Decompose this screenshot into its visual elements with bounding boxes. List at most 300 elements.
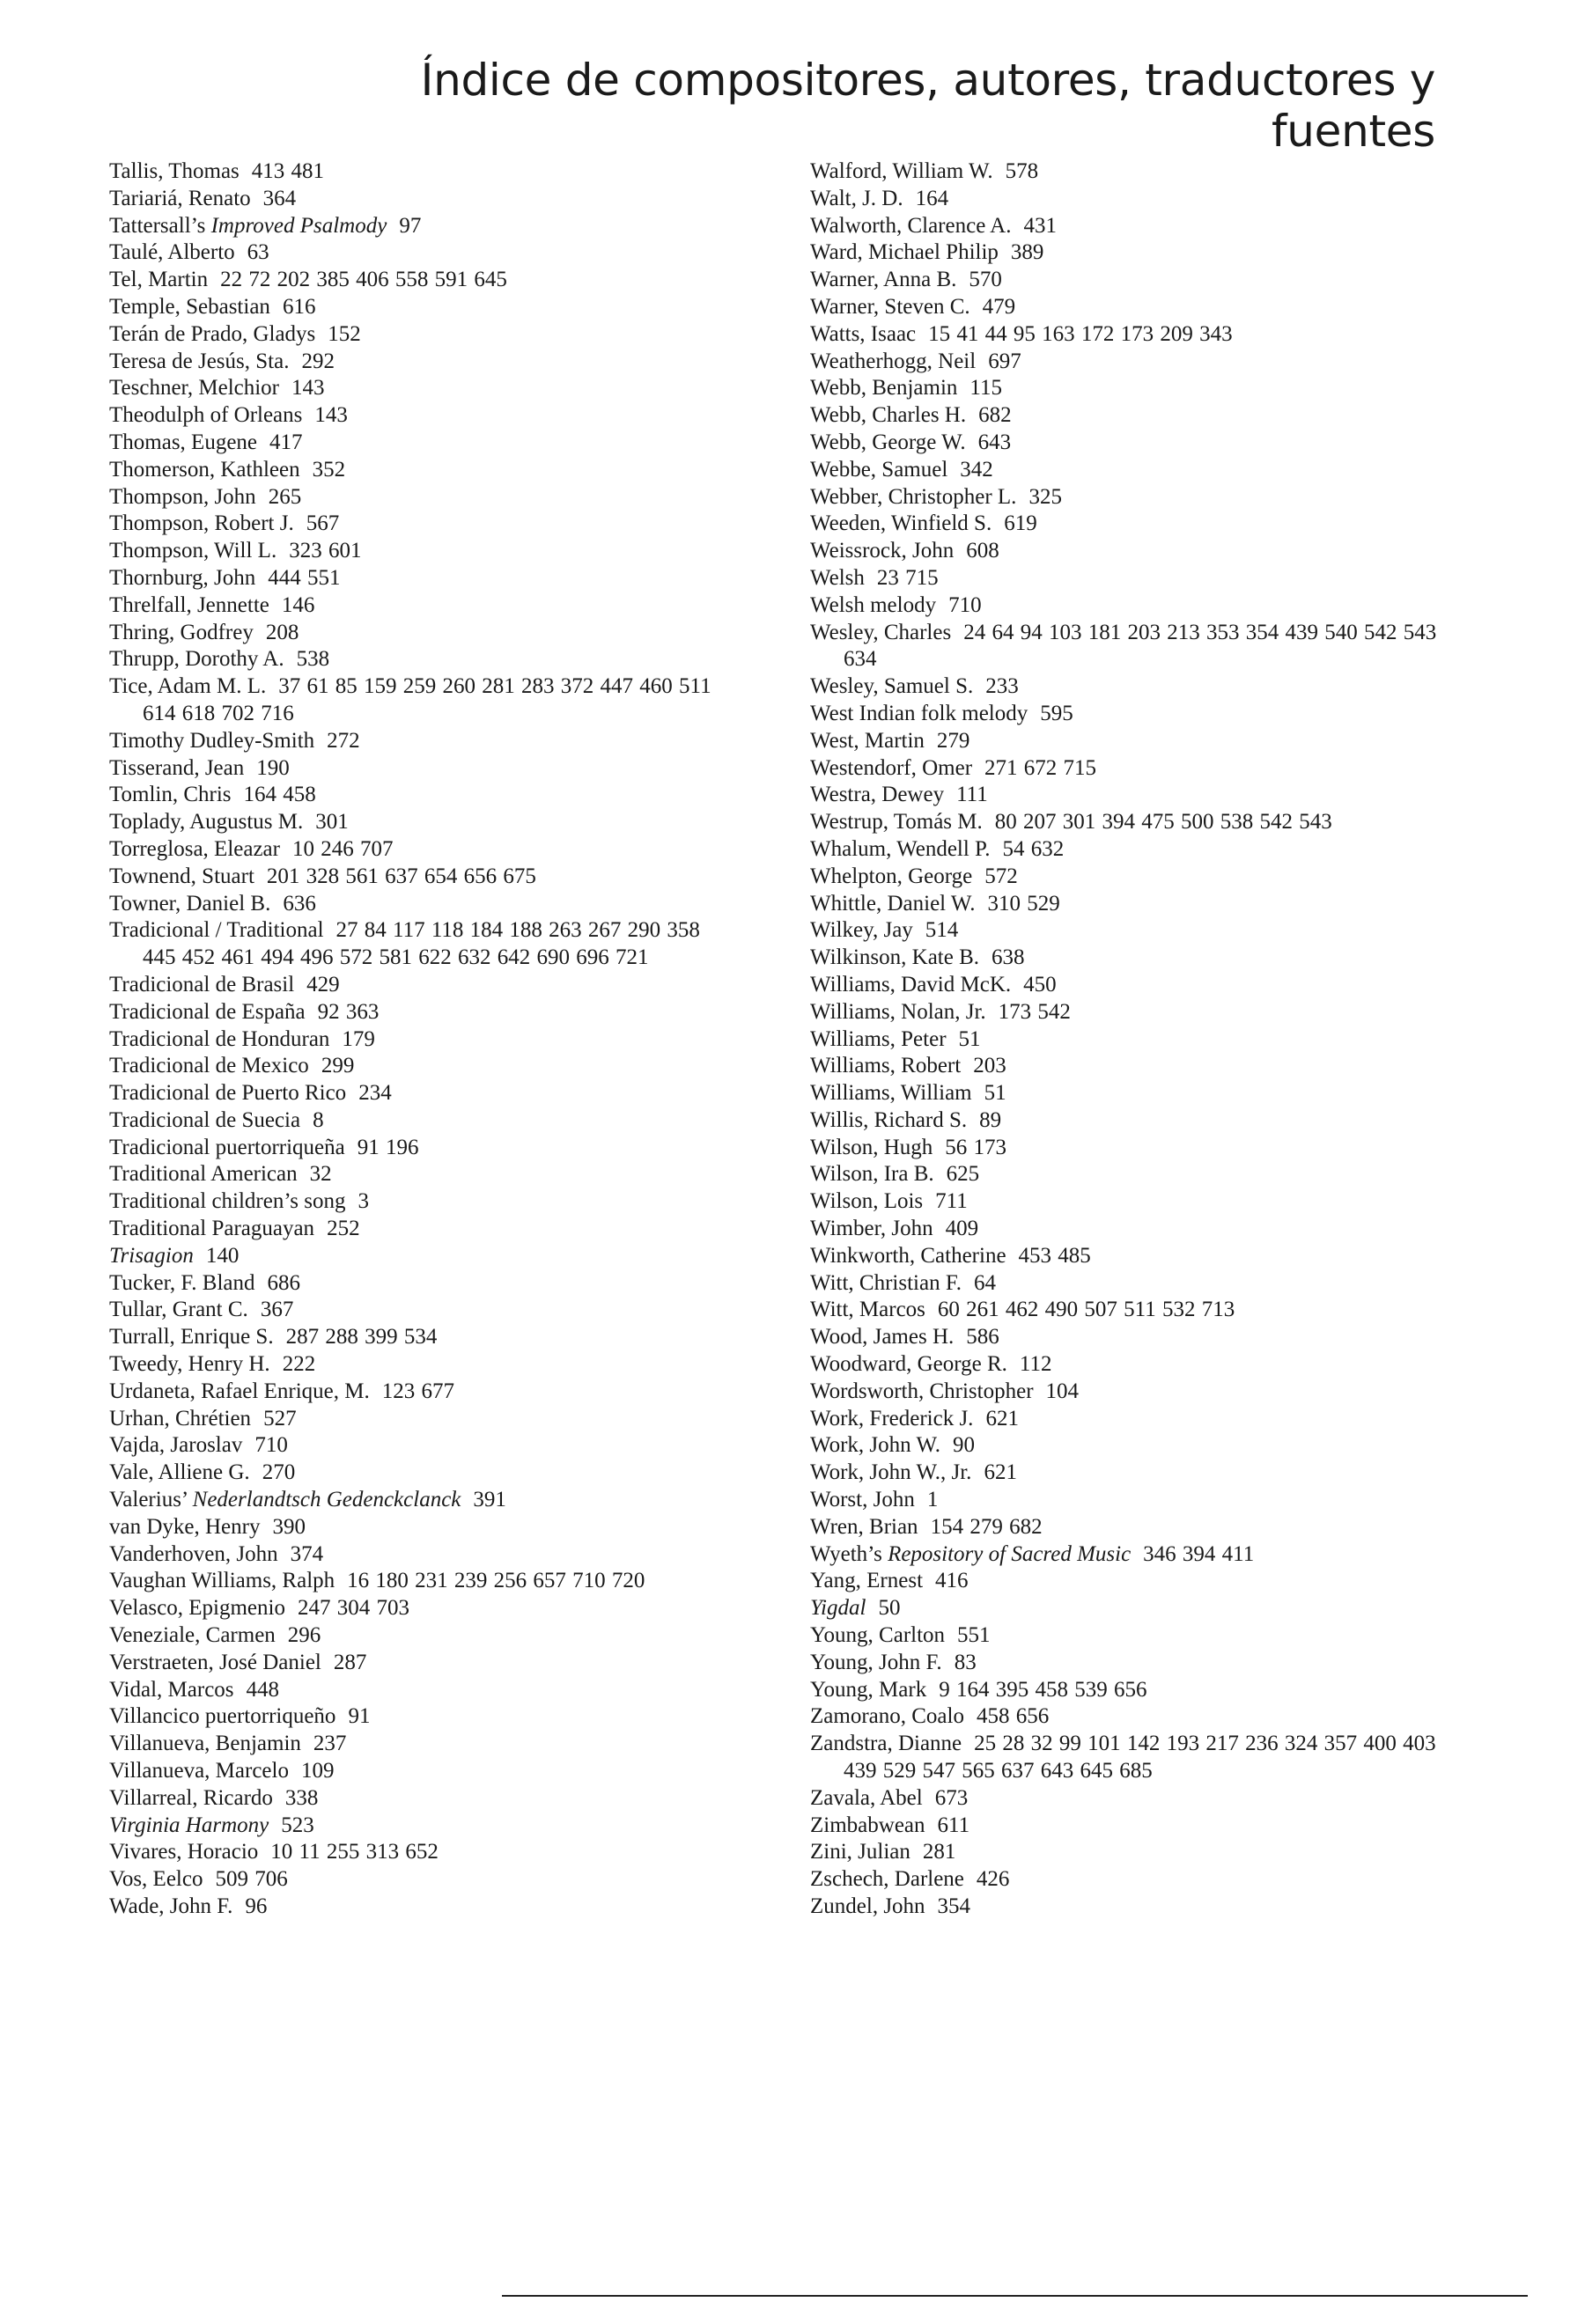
entry-name — [109, 593, 269, 617]
index-entry — [810, 1188, 1444, 1216]
entry-name — [810, 1542, 1131, 1566]
entry-hymn-numbers: 111 — [956, 783, 988, 807]
entry-name-text: Traditional American — [109, 1162, 298, 1187]
index-entry — [810, 1595, 1444, 1622]
entry-name-text: Zavala, Abel — [810, 1785, 923, 1810]
entry-name — [810, 1054, 961, 1077]
entry-name-text: Zandstra, Dianne — [810, 1732, 962, 1756]
entry-name — [109, 349, 289, 373]
index-entry — [109, 972, 726, 999]
entry-hymn-numbers: 299 — [321, 1054, 355, 1078]
entry-name-text: Timothy Dudley-Smith — [109, 728, 315, 753]
entry-name — [109, 1813, 269, 1837]
entry-hymn-numbers: 578 — [1005, 159, 1039, 183]
entry-name — [810, 1569, 923, 1592]
entry-name — [109, 187, 251, 210]
index-entry — [810, 1161, 1444, 1188]
entry-name-text: Torreglosa, Eleazar — [109, 836, 280, 861]
entry-hymn-numbers: 10 246 707 — [291, 836, 394, 861]
entry-name — [810, 864, 972, 888]
entry-name-text: Webb, Charles H. — [810, 403, 967, 428]
entry-name — [109, 430, 257, 454]
entry-name-text: Tucker, F. Bland — [109, 1270, 255, 1295]
index-entry — [109, 1839, 726, 1866]
entry-hymn-numbers: 281 — [922, 1840, 956, 1864]
entry-name — [810, 485, 1016, 509]
entry-hymn-numbers: 391 — [473, 1488, 506, 1512]
entry-hymn-numbers: 270 — [262, 1460, 296, 1485]
index-entry — [109, 484, 726, 511]
entry-name-text: Theodulph of Orleans — [109, 403, 303, 428]
entry-name-text: Wilson, Ira B. — [810, 1162, 934, 1187]
index-entry — [109, 538, 726, 565]
entry-hymn-numbers: 247 304 703 — [297, 1596, 409, 1621]
entry-name — [810, 756, 972, 780]
page-title: Índice de compositores, autores, traductores y fuentes — [420, 55, 1435, 157]
index-entry — [810, 484, 1444, 511]
entry-name — [109, 214, 387, 238]
entry-hymn-numbers: 15 41 44 95 163 172 173 209 343 — [928, 321, 1233, 346]
entry-name — [109, 1108, 300, 1132]
entry-name-text: Witt, Christian F. — [810, 1270, 962, 1295]
index-entry — [109, 1866, 726, 1894]
entry-name — [810, 1136, 933, 1159]
index-entry — [109, 728, 726, 755]
entry-name — [810, 674, 973, 698]
entry-hymn-numbers: 390 — [272, 1514, 306, 1539]
entry-name — [810, 539, 954, 563]
index-entry — [109, 186, 726, 213]
index-entry — [810, 538, 1444, 565]
index-entry — [109, 1813, 726, 1840]
entry-name — [810, 1840, 910, 1864]
entry-name-text: Thring, Godfrey — [109, 620, 254, 644]
entry-name — [810, 1596, 866, 1620]
index-entry — [109, 999, 726, 1026]
entry-name — [109, 674, 266, 698]
entry-name — [810, 593, 936, 617]
entry-name-text: Woodward, George R. — [810, 1352, 1007, 1377]
entry-name-text: Wyeth’s — [810, 1541, 888, 1566]
entry-hymn-numbers: 56 173 — [945, 1135, 1007, 1159]
entry-name-text: Tomlin, Chris — [109, 783, 232, 807]
entry-hymn-numbers: 190 — [256, 755, 290, 780]
entry-name-text: Tradicional de Mexico — [109, 1054, 309, 1078]
entry-name — [810, 918, 913, 942]
entry-name — [810, 729, 925, 753]
entry-name-text: Westra, Dewey — [810, 783, 945, 807]
entry-hymn-numbers: 25 28 32 99 101 142 193 217 236 324 357 400 403 439 529 547 565 637 643 645 685 — [844, 1732, 1436, 1783]
index-entry — [109, 864, 726, 891]
index-entry — [810, 1514, 1444, 1541]
entry-hymn-numbers: 301 — [315, 810, 349, 835]
entry-name — [109, 1786, 273, 1810]
entry-name-text: Tradicional de Brasil — [109, 972, 295, 997]
index-entry — [810, 1785, 1444, 1813]
index-entry — [810, 1243, 1444, 1270]
entry-name — [810, 159, 993, 183]
index-entry — [810, 321, 1444, 349]
entry-name-text: Welsh melody — [810, 592, 937, 617]
entry-name — [109, 1623, 276, 1647]
index-entry — [810, 267, 1444, 294]
entry-name — [109, 756, 244, 780]
entry-hymn-numbers: 323 601 — [289, 539, 362, 563]
index-entry — [109, 1351, 726, 1379]
entry-name-text: Velasco, Epigmenio — [109, 1596, 285, 1621]
index-entry — [109, 565, 726, 592]
entry-hymn-numbers: 112 — [1019, 1352, 1052, 1377]
entry-hymn-numbers: 409 — [945, 1217, 979, 1241]
entry-hymn-numbers: 636 — [283, 891, 316, 916]
entry-hymn-numbers: 673 — [934, 1785, 969, 1810]
entry-name — [109, 837, 280, 861]
index-entry — [109, 1595, 726, 1622]
entry-hymn-numbers: 143 — [314, 403, 348, 428]
index-entry — [109, 917, 726, 972]
index-entry — [810, 864, 1444, 891]
entry-name-text: Thomerson, Kathleen — [109, 457, 300, 482]
entry-name — [109, 1596, 285, 1620]
entry-name — [109, 1407, 251, 1430]
entry-name — [109, 973, 294, 997]
entry-name — [109, 1162, 298, 1186]
index-entry — [810, 891, 1444, 918]
entry-hymn-numbers: 292 — [301, 349, 335, 373]
entry-name-text: Tradicional puertorriqueña — [109, 1135, 345, 1159]
index-entry — [109, 1270, 726, 1298]
entry-hymn-numbers: 514 — [925, 918, 959, 943]
index-entry — [810, 186, 1444, 213]
entry-hymn-numbers: 479 — [982, 294, 1016, 319]
index-entry — [109, 1243, 726, 1270]
entry-source-title: Yigdal — [810, 1596, 866, 1621]
entry-hymn-numbers: 96 — [245, 1894, 268, 1918]
entry-name — [810, 1407, 973, 1430]
entry-source-title: Improved Psalmody — [210, 213, 387, 238]
entry-name — [810, 1379, 1034, 1403]
entry-hymn-numbers: 143 — [291, 376, 325, 401]
entry-name-text: Tweedy, Henry H. — [109, 1352, 270, 1377]
entry-name-text: Weissrock, John — [810, 539, 955, 563]
footer-rule — [502, 2295, 1528, 2297]
entry-hymn-numbers: 611 — [937, 1813, 970, 1837]
entry-hymn-numbers: 179 — [342, 1026, 375, 1051]
entry-hymn-numbers: 152 — [328, 321, 361, 346]
index-entry — [109, 1161, 726, 1188]
index-entry — [109, 321, 726, 349]
entry-name — [810, 810, 983, 834]
entry-name-text: Wood, James H. — [810, 1325, 955, 1350]
entry-name-text: Wimber, John — [810, 1217, 933, 1241]
index-entry — [810, 673, 1444, 701]
entry-hymn-numbers: 64 — [974, 1270, 996, 1295]
entry-hymn-numbers: 51 — [984, 1081, 1006, 1106]
entry-name-text: Wilkey, Jay — [810, 918, 913, 943]
entry-hymn-numbers: 90 — [953, 1433, 975, 1458]
index-entry — [810, 620, 1444, 674]
entry-name — [810, 1298, 925, 1321]
entry-hymn-numbers: 413 481 — [251, 159, 325, 183]
entry-name — [810, 702, 1028, 725]
entry-hymn-numbers: 279 — [936, 728, 970, 753]
entry-hymn-numbers: 23 715 — [876, 565, 939, 590]
entry-name — [109, 1460, 250, 1484]
index-entry — [109, 267, 726, 294]
entry-hymn-numbers: 32 — [309, 1162, 332, 1187]
entry-hymn-numbers: 109 — [300, 1759, 335, 1783]
entry-name — [810, 1651, 942, 1674]
entry-hymn-numbers: 16 180 231 239 256 657 710 720 — [347, 1569, 645, 1593]
entry-name — [810, 1704, 964, 1728]
entry-hymn-numbers: 287 — [333, 1650, 367, 1674]
index-entry — [109, 1731, 726, 1758]
index-entry — [810, 755, 1444, 783]
index-entry — [810, 1677, 1444, 1704]
index-entry — [109, 1487, 726, 1514]
entry-name-text: Zundel, John — [810, 1894, 925, 1918]
index-entry — [810, 1351, 1444, 1379]
index-entry — [109, 1677, 726, 1704]
entry-hymn-numbers: 638 — [992, 945, 1025, 970]
entry-hymn-numbers: 325 — [1028, 484, 1062, 509]
entry-hymn-numbers: 619 — [1004, 511, 1037, 536]
entry-name — [109, 1217, 314, 1240]
entry-name-text: Zschech, Darlene — [810, 1867, 964, 1892]
entry-name — [810, 1271, 962, 1295]
entry-name-text: Wilson, Hugh — [810, 1135, 933, 1159]
entry-hymn-numbers: 450 — [1023, 972, 1057, 997]
entry-hymn-numbers: 54 632 — [1002, 836, 1065, 861]
entry-hymn-numbers: 80 207 301 394 475 500 538 542 543 — [994, 810, 1332, 835]
entry-name-text: Wade, John F. — [109, 1894, 233, 1918]
entry-name — [109, 1244, 194, 1268]
entry-hymn-numbers: 237 — [313, 1732, 347, 1756]
entry-name-text: Tallis, Thomas — [109, 159, 240, 183]
entry-name-text: Tradicional de Puerto Rico — [109, 1081, 347, 1106]
entry-hymn-numbers: 97 — [399, 213, 422, 238]
entry-name — [810, 1786, 923, 1810]
entry-name — [109, 892, 270, 916]
entry-name — [810, 1000, 986, 1024]
entry-hymn-numbers: 448 — [246, 1677, 280, 1702]
entry-name-text: Williams, Nolan, Jr. — [810, 999, 986, 1024]
entry-name — [810, 1894, 925, 1918]
index-entry — [810, 1731, 1444, 1785]
entry-hymn-numbers: 431 — [1023, 213, 1057, 238]
entry-name-text: West, Martin — [810, 728, 925, 753]
entry-name — [810, 621, 951, 644]
entry-hymn-numbers: 572 — [984, 864, 1018, 888]
entry-hymn-numbers: 686 — [267, 1270, 301, 1295]
entry-hymn-numbers: 140 — [205, 1243, 240, 1268]
entry-name-text: Work, John W. — [810, 1433, 940, 1458]
entry-name — [810, 1488, 915, 1511]
entry-hymn-numbers: 643 — [977, 430, 1012, 454]
entry-name-text: Webb, Benjamin — [810, 376, 958, 401]
entry-name-text: Vos, Eelco — [109, 1867, 203, 1892]
entry-name — [810, 403, 966, 427]
entry-hymn-numbers: 233 — [985, 674, 1019, 699]
index-entry — [810, 1839, 1444, 1866]
entry-name — [109, 1542, 278, 1566]
index-entry — [810, 349, 1444, 376]
index-entry — [810, 1622, 1444, 1650]
index-entry — [810, 1053, 1444, 1080]
entry-name-text: Urhan, Chrétien — [109, 1406, 252, 1430]
entry-hymn-numbers: 527 — [263, 1406, 297, 1430]
entry-name — [810, 973, 1011, 997]
entry-name-text: Tisserand, Jean — [109, 755, 245, 780]
entry-name-text: Tradicional de Suecia — [109, 1107, 301, 1132]
index-entry — [810, 511, 1444, 538]
index-entry — [810, 213, 1444, 240]
entry-name-text: Williams, Peter — [810, 1026, 947, 1051]
entry-hymn-numbers: 222 — [282, 1352, 316, 1377]
entry-name-text: Whalum, Wendell P. — [810, 836, 991, 861]
index-entry — [810, 158, 1444, 186]
index-entry — [810, 836, 1444, 864]
entry-name — [810, 945, 979, 969]
entry-name-text: Zimbabwean — [810, 1813, 925, 1837]
entry-name-text: Whittle, Daniel W. — [810, 891, 976, 916]
index-entry — [109, 620, 726, 647]
entry-name-text: Webber, Christopher L. — [810, 484, 1017, 509]
entry-name-text: Wilkinson, Kate B. — [810, 945, 980, 970]
entry-name — [810, 1460, 971, 1484]
entry-name-text: Work, Frederick J. — [810, 1406, 974, 1430]
index-entry — [810, 457, 1444, 484]
entry-hymn-numbers: 523 — [281, 1813, 314, 1837]
entry-name-text: Thrupp, Dorothy A. — [109, 647, 284, 672]
entry-hymn-numbers: 9 164 395 458 539 656 — [939, 1677, 1147, 1702]
entry-hymn-numbers: 621 — [984, 1460, 1017, 1485]
index-entry — [109, 1703, 726, 1731]
index-entry — [109, 1650, 726, 1677]
index-column-left — [109, 158, 726, 1921]
entry-name-text: Walworth, Clarence A. — [810, 213, 1012, 238]
entry-name — [810, 187, 903, 210]
entry-hymn-numbers: 509 706 — [215, 1867, 288, 1892]
entry-hymn-numbers: 208 — [265, 620, 299, 644]
entry-name-text: Valerius’ — [109, 1488, 193, 1512]
entry-name — [109, 1732, 301, 1755]
entry-name-text: Welsh — [810, 565, 865, 590]
entry-name-text: Wesley, Charles — [810, 620, 952, 644]
entry-name-text: Westrup, Tomás M. — [810, 810, 983, 835]
entry-name-text: van Dyke, Henry — [109, 1514, 261, 1539]
entry-name-text: Wordsworth, Christopher — [810, 1379, 1034, 1403]
entry-name-text: Vajda, Jaroslav — [109, 1433, 243, 1458]
entry-name-text: Warner, Steven C. — [810, 294, 970, 319]
index-entry — [109, 1622, 726, 1650]
entry-name — [810, 458, 947, 482]
entry-name-text: Thompson, Will L. — [109, 539, 277, 563]
entry-name-text: Walt, J. D. — [810, 186, 903, 210]
entry-name — [109, 1515, 260, 1539]
entry-name — [810, 1813, 925, 1837]
entry-source-title: Trisagion — [109, 1243, 194, 1268]
entry-name — [810, 1244, 1006, 1268]
entry-name — [109, 1704, 335, 1728]
entry-name — [810, 837, 990, 861]
entry-name — [109, 322, 315, 346]
entry-name — [109, 810, 303, 834]
entry-name-text: Tice, Adam M. L. — [109, 674, 267, 699]
index-entry — [109, 1894, 726, 1921]
index-entry — [810, 565, 1444, 592]
index-entry — [810, 1487, 1444, 1514]
entry-name — [109, 240, 235, 264]
entry-name-text: Thornburg, John — [109, 565, 256, 590]
entry-name-text: Weeden, Winfield S. — [810, 511, 992, 536]
index-entry — [810, 1568, 1444, 1595]
entry-name-text: Tariariá, Renato — [109, 186, 251, 210]
entry-hymn-numbers: 429 — [306, 972, 340, 997]
index-entry — [109, 1188, 726, 1216]
entry-name — [810, 1867, 964, 1891]
entry-hymn-numbers: 416 — [935, 1569, 969, 1593]
entry-hymn-numbers: 201 328 561 637 654 656 675 — [266, 864, 536, 888]
entry-name — [109, 1678, 234, 1702]
entry-name — [810, 322, 916, 346]
entry-hymn-numbers: 608 — [966, 539, 999, 563]
entry-name-text: Taulé, Alberto — [109, 240, 235, 265]
entry-name-text: Veneziale, Carmen — [109, 1623, 276, 1648]
entry-hymn-numbers: 625 — [946, 1162, 980, 1187]
entry-hymn-numbers: 50 — [878, 1596, 901, 1621]
entry-name — [109, 1081, 346, 1105]
index-entry — [810, 592, 1444, 620]
entry-name-text: Vidal, Marcos — [109, 1677, 234, 1702]
entry-name-text: Terán de Prado, Gladys — [109, 321, 316, 346]
entry-name — [109, 864, 254, 888]
entry-name-text: Vivares, Horacio — [109, 1840, 259, 1864]
entry-hymn-numbers: 173 542 — [998, 999, 1071, 1024]
entry-name — [810, 1433, 940, 1457]
index-entry — [109, 375, 726, 402]
entry-name — [109, 1271, 255, 1295]
index-entry — [810, 1460, 1444, 1487]
entry-name — [109, 1298, 248, 1321]
entry-name — [109, 1759, 289, 1783]
index-entry — [109, 1406, 726, 1433]
entry-name-text: Threlfall, Jennette — [109, 592, 269, 617]
entry-hymn-numbers: 352 — [312, 457, 346, 482]
entry-name-text: Young, Mark — [810, 1677, 927, 1702]
entry-name-text: Traditional children’s song — [109, 1189, 346, 1214]
entry-name — [109, 295, 270, 319]
index-entry — [810, 1216, 1444, 1243]
index-entry — [109, 1324, 726, 1351]
entry-source-title: Virginia Harmony — [109, 1813, 269, 1837]
entry-hymn-numbers: 265 — [268, 484, 302, 509]
entry-name — [810, 214, 1011, 238]
entry-hymn-numbers: 115 — [969, 376, 1002, 401]
entry-hymn-numbers: 8 — [313, 1107, 324, 1132]
entry-name-text: Temple, Sebastian — [109, 294, 270, 319]
index-entry — [109, 294, 726, 321]
entry-hymn-numbers: 272 — [327, 728, 360, 753]
entry-hymn-numbers: 51 — [958, 1026, 981, 1051]
entry-name — [810, 566, 865, 590]
entry-hymn-numbers: 271 672 715 — [984, 755, 1097, 780]
entry-name-text: Weatherhogg, Neil — [810, 349, 977, 373]
index-entry — [109, 213, 726, 240]
index-entry — [109, 1758, 726, 1785]
index-entry — [109, 1080, 726, 1107]
entry-name-text: Young, Carlton — [810, 1623, 946, 1648]
